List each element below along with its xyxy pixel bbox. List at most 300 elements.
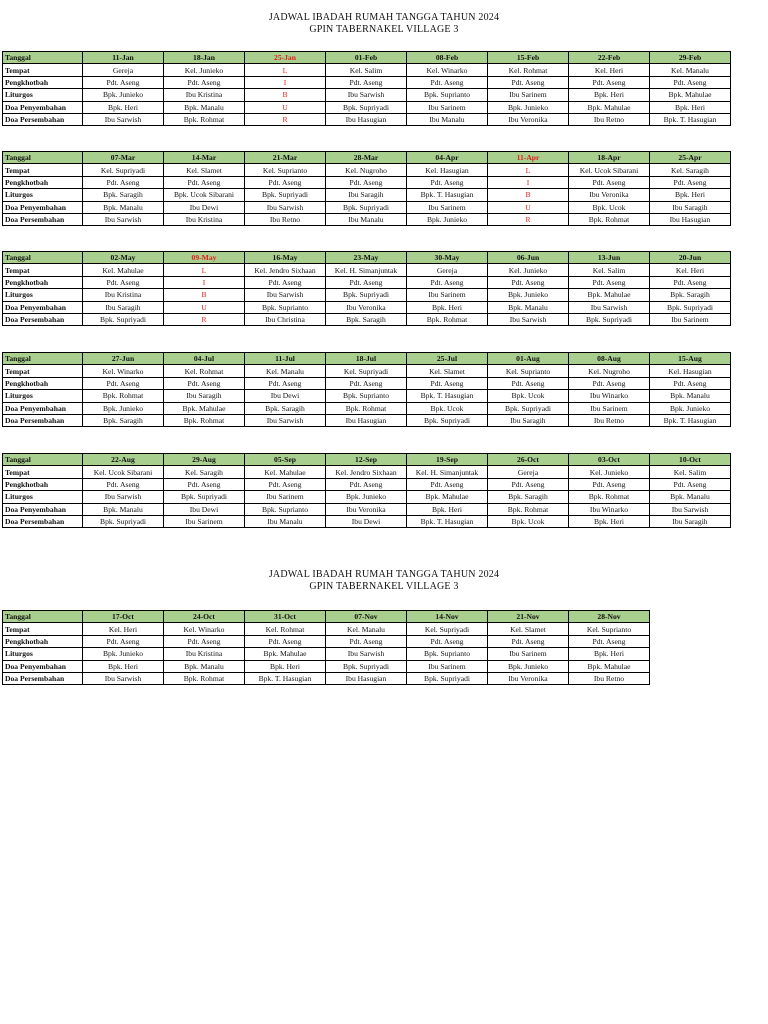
schedule-cell: Bpk. Mahulae — [569, 289, 650, 301]
row-label: Tanggal — [3, 252, 83, 264]
schedule-cell: Bpk. T. Hasugian — [650, 113, 731, 125]
schedule-cell: Pdt. Aseng — [164, 76, 245, 88]
schedule-cell: Bpk. Junieko — [83, 648, 164, 660]
liturgos-row — [3, 289, 731, 301]
row-label: Pengkhotbah — [3, 76, 83, 88]
schedule-table — [2, 610, 650, 685]
doa-persembahan-row — [3, 515, 731, 527]
schedule-cell: Bpk. Ucok — [488, 515, 569, 527]
date-cell: 11-Jan — [83, 52, 164, 64]
schedule-cell: Kel. Saragih — [650, 164, 731, 176]
schedule-cell: Kel. H. Simanjuntak — [326, 264, 407, 276]
date-cell: 18-Jan — [164, 52, 245, 64]
schedule-cell: Bpk. T. Hasugian — [407, 390, 488, 402]
schedule-cell: Ibu Sarinem — [569, 402, 650, 414]
date-cell: 07-Mar — [83, 152, 164, 164]
doa-penyembahan-row — [3, 101, 731, 113]
schedule-cell: Pdt. Aseng — [488, 377, 569, 389]
schedule-cell: Ibu Sarwish — [83, 213, 164, 225]
schedule-cell: Kel. Heri — [83, 623, 164, 635]
row-label: Liturgos — [3, 189, 83, 201]
row-label: Liturgos — [3, 390, 83, 402]
schedule-cell: B — [164, 289, 245, 301]
schedule-cell: Bpk. Junieko — [83, 89, 164, 101]
document-title: JADWAL IBADAH RUMAH TANGGA TAHUN 2024 — [268, 569, 500, 580]
schedule-cell: Pdt. Aseng — [569, 276, 650, 288]
schedule-cell: Pdt. Aseng — [569, 635, 650, 647]
schedule-cell: Bpk. Rohmat — [326, 402, 407, 414]
document-title: JADWAL IBADAH RUMAH TANGGA TAHUN 2024 — [268, 12, 500, 23]
tanggal-row — [3, 611, 650, 623]
schedule-cell: Pdt. Aseng — [83, 377, 164, 389]
schedule-cell: Ibu Sarinem — [245, 491, 326, 503]
schedule-cell: Ibu Sarwish — [83, 113, 164, 125]
schedule-cell: Pdt. Aseng — [407, 635, 488, 647]
schedule-cell: Kel. Salim — [569, 264, 650, 276]
schedule-cell: Kel. Manalu — [650, 64, 731, 76]
schedule-cell: Pdt. Aseng — [164, 478, 245, 490]
schedule-cell: Gereja — [83, 64, 164, 76]
schedule-cell: Bpk. Supriyadi — [83, 313, 164, 325]
schedule-cell: Ibu Retno — [569, 414, 650, 426]
row-label: Liturgos — [3, 289, 83, 301]
schedule-cell: Pdt. Aseng — [569, 377, 650, 389]
date-cell: 08-Feb — [407, 52, 488, 64]
schedule-cell: Pdt. Aseng — [326, 635, 407, 647]
schedule-cell: Kel. Junieko — [569, 466, 650, 478]
schedule-cell: Bpk. Heri — [407, 301, 488, 313]
schedule-cell: Bpk. Manalu — [488, 301, 569, 313]
schedule-cell: I — [245, 76, 326, 88]
date-cell: 04-Jul — [164, 353, 245, 365]
schedule-cell: Bpk. Supriyadi — [326, 201, 407, 213]
schedule-cell: Bpk. Heri — [569, 89, 650, 101]
schedule-cell: Ibu Sarinem — [407, 201, 488, 213]
schedule-cell: Bpk. Heri — [569, 648, 650, 660]
schedule-cell: Pdt. Aseng — [83, 76, 164, 88]
tempat-row — [3, 365, 731, 377]
row-label: Tempat — [3, 466, 83, 478]
schedule-cell: Bpk. Rohmat — [569, 213, 650, 225]
schedule-cell: Ibu Retno — [569, 113, 650, 125]
schedule-cell: Ibu Veronika — [326, 503, 407, 515]
schedule-cell: Bpk. Supriyadi — [245, 189, 326, 201]
date-cell: 02-May — [83, 252, 164, 264]
schedule-cell: Ibu Sarinem — [407, 101, 488, 113]
schedule-cell: Bpk. Supriyadi — [326, 660, 407, 672]
schedule-cell: Bpk. Ucok — [488, 390, 569, 402]
schedule-cell: Pdt. Aseng — [569, 176, 650, 188]
date-cell: 25-Apr — [650, 152, 731, 164]
row-label: Tempat — [3, 623, 83, 635]
row-label: Tanggal — [3, 52, 83, 64]
schedule-table — [2, 51, 731, 126]
liturgos-row — [3, 491, 731, 503]
schedule-cell: U — [245, 101, 326, 113]
schedule-cell: Ibu Sarinem — [407, 289, 488, 301]
schedule-cell: Bpk. Heri — [569, 515, 650, 527]
doa-penyembahan-row — [3, 201, 731, 213]
doa-penyembahan-row — [3, 503, 731, 515]
schedule-cell: Ibu Dewi — [164, 503, 245, 515]
schedule-cell: Bpk. Rohmat — [164, 672, 245, 684]
schedule-cell: Bpk. Saragih — [83, 189, 164, 201]
schedule-cell: Bpk. Supriyadi — [164, 491, 245, 503]
pengkhotbah-row — [3, 176, 731, 188]
tanggal-row — [3, 252, 731, 264]
date-cell: 21-Nov — [488, 611, 569, 623]
date-cell: 18-Jul — [326, 353, 407, 365]
schedule-cell: Ibu Hasugian — [326, 113, 407, 125]
schedule-cell: Kel. H. Simanjuntak — [407, 466, 488, 478]
schedule-cell: Pdt. Aseng — [407, 276, 488, 288]
schedule-cell: Ibu Saragih — [650, 515, 731, 527]
schedule-cell: Gereja — [407, 264, 488, 276]
schedule-cell: Bpk. Manalu — [650, 491, 731, 503]
schedule-cell: Kel. Ucok Sibarani — [569, 164, 650, 176]
tempat-row — [3, 623, 650, 635]
schedule-cell: Ibu Hasugian — [326, 414, 407, 426]
schedule-cell: Ibu Sarwish — [83, 672, 164, 684]
schedule-cell: Pdt. Aseng — [488, 478, 569, 490]
schedule-cell: B — [245, 89, 326, 101]
schedule-cell: Kel. Supriyadi — [407, 623, 488, 635]
pengkhotbah-row — [3, 76, 731, 88]
schedule-cell: Kel. Salim — [326, 64, 407, 76]
schedule-cell: Bpk. Rohmat — [407, 313, 488, 325]
tempat-row — [3, 164, 731, 176]
schedule-cell: Pdt. Aseng — [245, 276, 326, 288]
date-cell: 14-Mar — [164, 152, 245, 164]
schedule-cell: Kel. Slamet — [488, 623, 569, 635]
schedule-cell: Pdt. Aseng — [245, 176, 326, 188]
pengkhotbah-row — [3, 276, 731, 288]
liturgos-row — [3, 648, 650, 660]
schedule-cell: Pdt. Aseng — [326, 478, 407, 490]
schedule-cell: Ibu Dewi — [164, 201, 245, 213]
schedule-table — [2, 151, 731, 226]
document-subtitle: GPIN TABERNAKEL VILLAGE 3 — [309, 24, 459, 35]
row-label: Tempat — [3, 64, 83, 76]
schedule-cell: Bpk. Suprianto — [326, 390, 407, 402]
schedule-cell: Bpk. Saragih — [83, 414, 164, 426]
schedule-cell: Kel. Supriyadi — [326, 365, 407, 377]
schedule-cell: Kel. Rohmat — [488, 64, 569, 76]
schedule-cell: Bpk. Mahulae — [569, 660, 650, 672]
schedule-cell: Bpk. Suprianto — [245, 301, 326, 313]
doa-penyembahan-row — [3, 301, 731, 313]
schedule-cell: Kel. Hasugian — [407, 164, 488, 176]
schedule-cell: Bpk. Supriyadi — [83, 515, 164, 527]
row-label: Doa Persembahan — [3, 672, 83, 684]
date-cell: 09-May — [164, 252, 245, 264]
date-cell: 27-Jun — [83, 353, 164, 365]
date-cell: 26-Oct — [488, 454, 569, 466]
row-label: Tanggal — [3, 152, 83, 164]
schedule-cell: Kel. Jendro Sixhaan — [245, 264, 326, 276]
schedule-cell: Pdt. Aseng — [488, 635, 569, 647]
date-cell: 20-Jun — [650, 252, 731, 264]
schedule-cell: Bpk. Junieko — [488, 289, 569, 301]
schedule-cell: Bpk. Junieko — [326, 491, 407, 503]
schedule-cell: Bpk. Mahulae — [407, 491, 488, 503]
row-label: Tanggal — [3, 611, 83, 623]
schedule-cell: Pdt. Aseng — [164, 635, 245, 647]
schedule-cell: Ibu Veronika — [326, 301, 407, 313]
schedule-cell: Bpk. Heri — [83, 101, 164, 113]
schedule-cell: Ibu Sarinem — [164, 515, 245, 527]
row-label: Doa Persembahan — [3, 313, 83, 325]
row-label: Doa Penyembahan — [3, 201, 83, 213]
schedule-cell: Ibu Sarwish — [326, 89, 407, 101]
schedule-cell: Ibu Christina — [245, 313, 326, 325]
tempat-row — [3, 64, 731, 76]
schedule-cell: Kel. Mahulae — [83, 264, 164, 276]
schedule-cell: Kel. Nugroho — [569, 365, 650, 377]
schedule-cell: Ibu Sarinem — [488, 648, 569, 660]
date-cell: 25-Jan — [245, 52, 326, 64]
row-label: Liturgos — [3, 491, 83, 503]
schedule-cell: Pdt. Aseng — [650, 76, 731, 88]
schedule-cell: Pdt. Aseng — [164, 176, 245, 188]
schedule-cell: Ibu Sarinem — [650, 313, 731, 325]
row-label: Liturgos — [3, 89, 83, 101]
schedule-cell: Pdt. Aseng — [488, 76, 569, 88]
pengkhotbah-row — [3, 478, 731, 490]
schedule-cell: Kel. Salim — [650, 466, 731, 478]
schedule-cell: Kel. Heri — [569, 64, 650, 76]
schedule-cell: L — [488, 164, 569, 176]
schedule-cell: Bpk. Supriyadi — [407, 414, 488, 426]
schedule-cell: Ibu Sarwish — [245, 414, 326, 426]
schedule-cell: Pdt. Aseng — [326, 76, 407, 88]
schedule-cell: Pdt. Aseng — [569, 76, 650, 88]
schedule-cell: Bpk. Ucok — [569, 201, 650, 213]
schedule-cell: Pdt. Aseng — [407, 76, 488, 88]
schedule-cell: I — [488, 176, 569, 188]
schedule-cell: Bpk. Rohmat — [488, 503, 569, 515]
schedule-cell: Bpk. T. Hasugian — [650, 414, 731, 426]
date-cell: 22-Aug — [83, 454, 164, 466]
schedule-cell: Bpk. Supriyadi — [326, 101, 407, 113]
schedule-cell: Kel. Slamet — [407, 365, 488, 377]
schedule-table — [2, 352, 731, 427]
schedule-cell: Kel. Suprianto — [569, 623, 650, 635]
row-label: Doa Penyembahan — [3, 301, 83, 313]
schedule-cell: Pdt. Aseng — [83, 176, 164, 188]
date-cell: 11-Apr — [488, 152, 569, 164]
schedule-cell: Pdt. Aseng — [326, 377, 407, 389]
schedule-cell: Ibu Kristina — [164, 648, 245, 660]
schedule-cell: Kel. Heri — [650, 264, 731, 276]
schedule-cell: Bpk. T. Hasugian — [407, 189, 488, 201]
schedule-cell: Bpk. Mahulae — [650, 89, 731, 101]
schedule-cell: Pdt. Aseng — [83, 276, 164, 288]
schedule-cell: Bpk. Manalu — [164, 101, 245, 113]
schedule-cell: Kel. Winarko — [407, 64, 488, 76]
schedule-cell: Kel. Jendro Sixhaan — [326, 466, 407, 478]
schedule-cell: Kel. Nugroho — [326, 164, 407, 176]
date-cell: 07-Nov — [326, 611, 407, 623]
schedule-cell: Pdt. Aseng — [245, 635, 326, 647]
row-label: Doa Penyembahan — [3, 660, 83, 672]
date-cell: 24-Oct — [164, 611, 245, 623]
schedule-cell: Kel. Junieko — [164, 64, 245, 76]
schedule-cell: Bpk. Ucok Sibarani — [164, 189, 245, 201]
schedule-cell: Pdt. Aseng — [245, 377, 326, 389]
schedule-cell: Ibu Sarwish — [83, 491, 164, 503]
schedule-cell: L — [164, 264, 245, 276]
schedule-cell: Kel. Winarko — [164, 623, 245, 635]
schedule-cell: Ibu Sarwish — [245, 289, 326, 301]
schedule-cell: Kel. Ucok Sibarani — [83, 466, 164, 478]
row-label: Tanggal — [3, 454, 83, 466]
row-label: Tempat — [3, 164, 83, 176]
document-subtitle: GPIN TABERNAKEL VILLAGE 3 — [309, 581, 459, 592]
row-label: Doa Penyembahan — [3, 402, 83, 414]
date-cell: 31-Oct — [245, 611, 326, 623]
row-label: Tempat — [3, 365, 83, 377]
schedule-cell: Kel. Winarko — [83, 365, 164, 377]
schedule-cell: Pdt. Aseng — [326, 276, 407, 288]
schedule-cell: Ibu Kristina — [83, 289, 164, 301]
row-label: Liturgos — [3, 648, 83, 660]
date-cell: 05-Sep — [245, 454, 326, 466]
date-cell: 01-Aug — [488, 353, 569, 365]
schedule-cell: Ibu Manalu — [245, 515, 326, 527]
schedule-cell: Gereja — [488, 466, 569, 478]
schedule-cell: Ibu Winarko — [569, 503, 650, 515]
schedule-cell: Ibu Winarko — [569, 390, 650, 402]
schedule-cell: Kel. Supriyadi — [83, 164, 164, 176]
schedule-table — [2, 251, 731, 326]
date-cell: 06-Jun — [488, 252, 569, 264]
tanggal-row — [3, 353, 731, 365]
date-cell: 11-Jul — [245, 353, 326, 365]
date-cell: 29-Feb — [650, 52, 731, 64]
row-label: Pengkhotbah — [3, 377, 83, 389]
schedule-cell: Ibu Sarwish — [245, 201, 326, 213]
schedule-cell: B — [488, 189, 569, 201]
schedule-cell: Pdt. Aseng — [488, 276, 569, 288]
schedule-cell: Bpk. Supriyadi — [650, 301, 731, 313]
date-cell: 29-Aug — [164, 454, 245, 466]
date-cell: 28-Mar — [326, 152, 407, 164]
page-header-2 — [0, 569, 768, 593]
schedule-cell: Pdt. Aseng — [407, 176, 488, 188]
doa-persembahan-row — [3, 213, 731, 225]
schedule-cell: Bpk. Saragih — [488, 491, 569, 503]
schedule-cell: Kel. Hasugian — [650, 365, 731, 377]
date-cell: 28-Nov — [569, 611, 650, 623]
schedule-cell: Ibu Hasugian — [650, 213, 731, 225]
row-label: Pengkhotbah — [3, 635, 83, 647]
schedule-cell: L — [245, 64, 326, 76]
doa-penyembahan-row — [3, 660, 650, 672]
schedule-cell: Kel. Suprianto — [245, 164, 326, 176]
row-label: Tempat — [3, 264, 83, 276]
schedule-cell: Kel. Junieko — [488, 264, 569, 276]
schedule-cell: Ibu Sarwish — [569, 301, 650, 313]
schedule-cell: Ibu Sarwish — [650, 503, 731, 515]
schedule-cell: Ibu Veronika — [569, 189, 650, 201]
schedule-cell: Bpk. T. Hasugian — [245, 672, 326, 684]
doa-persembahan-row — [3, 313, 731, 325]
schedule-cell: Ibu Kristina — [164, 89, 245, 101]
date-cell: 10-Oct — [650, 454, 731, 466]
schedule-cell: Ibu Hasugian — [326, 672, 407, 684]
schedule-cell: Kel. Saragih — [164, 466, 245, 478]
schedule-cell: Ibu Veronika — [488, 672, 569, 684]
schedule-cell: U — [164, 301, 245, 313]
schedule-cell: Pdt. Aseng — [407, 377, 488, 389]
tanggal-row — [3, 454, 731, 466]
date-cell: 22-Feb — [569, 52, 650, 64]
schedule-cell: Bpk. Manalu — [83, 201, 164, 213]
row-label: Tanggal — [3, 353, 83, 365]
schedule-cell: Ibu Veronika — [488, 113, 569, 125]
schedule-cell: Pdt. Aseng — [326, 176, 407, 188]
schedule-cell: Pdt. Aseng — [83, 478, 164, 490]
date-cell: 14-Nov — [407, 611, 488, 623]
schedule-cell: Ibu Sarwish — [326, 648, 407, 660]
schedule-cell: R — [488, 213, 569, 225]
row-label: Pengkhotbah — [3, 276, 83, 288]
row-label: Pengkhotbah — [3, 176, 83, 188]
schedule-cell: Ibu Retno — [569, 672, 650, 684]
schedule-cell: Ibu Sarinem — [488, 89, 569, 101]
row-label: Doa Persembahan — [3, 414, 83, 426]
schedule-cell: Bpk. Suprianto — [245, 503, 326, 515]
schedule-cell: R — [245, 113, 326, 125]
row-label: Doa Persembahan — [3, 213, 83, 225]
schedule-cell: Pdt. Aseng — [569, 478, 650, 490]
schedule-cell: Bpk. Ucok — [407, 402, 488, 414]
schedule-cell: Bpk. Junieko — [488, 660, 569, 672]
date-cell: 03-Oct — [569, 454, 650, 466]
tempat-row — [3, 264, 731, 276]
date-cell: 30-May — [407, 252, 488, 264]
schedule-cell: Bpk. Supriyadi — [488, 402, 569, 414]
schedule-cell: Ibu Dewi — [326, 515, 407, 527]
date-cell: 21-Mar — [245, 152, 326, 164]
date-cell: 18-Apr — [569, 152, 650, 164]
schedule-cell: Bpk. Manalu — [650, 390, 731, 402]
schedule-cell: Ibu Saragih — [83, 301, 164, 313]
date-cell: 19-Sep — [407, 454, 488, 466]
row-label: Doa Persembahan — [3, 515, 83, 527]
tempat-row — [3, 466, 731, 478]
liturgos-row — [3, 189, 731, 201]
doa-persembahan-row — [3, 113, 731, 125]
date-cell: 08-Aug — [569, 353, 650, 365]
schedule-cell: Bpk. Suprianto — [407, 89, 488, 101]
schedule-cell: Bpk. Heri — [83, 660, 164, 672]
row-label: Doa Persembahan — [3, 113, 83, 125]
date-cell: 25-Jul — [407, 353, 488, 365]
schedule-cell: Ibu Sarwish — [488, 313, 569, 325]
schedule-cell: Bpk. Heri — [407, 503, 488, 515]
schedule-cell: Kel. Rohmat — [245, 623, 326, 635]
schedule-cell: Kel. Mahulae — [245, 466, 326, 478]
schedule-cell: Ibu Dewi — [245, 390, 326, 402]
schedule-cell: Bpk. Mahulae — [569, 101, 650, 113]
schedule-cell: Bpk. Supriyadi — [407, 672, 488, 684]
schedule-cell: Bpk. Supriyadi — [569, 313, 650, 325]
schedule-cell: Bpk. Junieko — [83, 402, 164, 414]
schedule-cell: I — [164, 276, 245, 288]
schedule-cell: Pdt. Aseng — [407, 478, 488, 490]
